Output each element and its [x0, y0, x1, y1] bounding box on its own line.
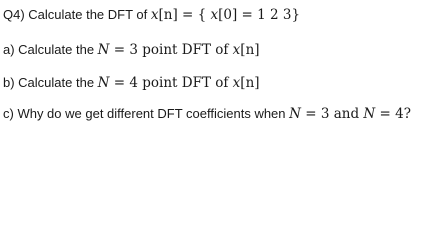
part-b-signal-variable: x [232, 75, 241, 91]
title-text: Q4) Calculate the DFT of [3, 7, 151, 22]
set-index: [0] [218, 7, 238, 23]
part-c-end: = 4? [375, 106, 411, 122]
part-b-value: = 4 point DFT of [109, 75, 233, 91]
part-b-n-variable: N [97, 75, 110, 91]
part-c [3, 106, 411, 122]
part-a-prefix: a) Calculate the [3, 42, 98, 57]
set-values: = 1 2 3} [237, 7, 301, 23]
signal-variable: x [150, 7, 159, 23]
question-title [3, 7, 300, 23]
part-b [3, 75, 260, 91]
part-c-n-variable-1: N [289, 106, 301, 122]
part-b-signal-index: [n] [240, 75, 260, 91]
signal-index: [n] [158, 7, 178, 23]
part-a-value: = 3 point DFT of [109, 42, 233, 58]
part-c-n-variable-2: N [363, 106, 376, 122]
part-a [3, 42, 260, 58]
part-c-middle: = 3 and [300, 106, 364, 122]
equals-brace: = { [177, 7, 211, 23]
set-variable: x [210, 7, 219, 23]
part-a-n-variable: N [97, 42, 110, 58]
part-a-signal-index: [n] [240, 42, 260, 58]
part-a-signal-variable: x [232, 42, 241, 58]
part-c-prefix: c) Why do we get different DFT coefficients when [3, 106, 290, 121]
part-b-prefix: b) Calculate the [3, 75, 98, 90]
